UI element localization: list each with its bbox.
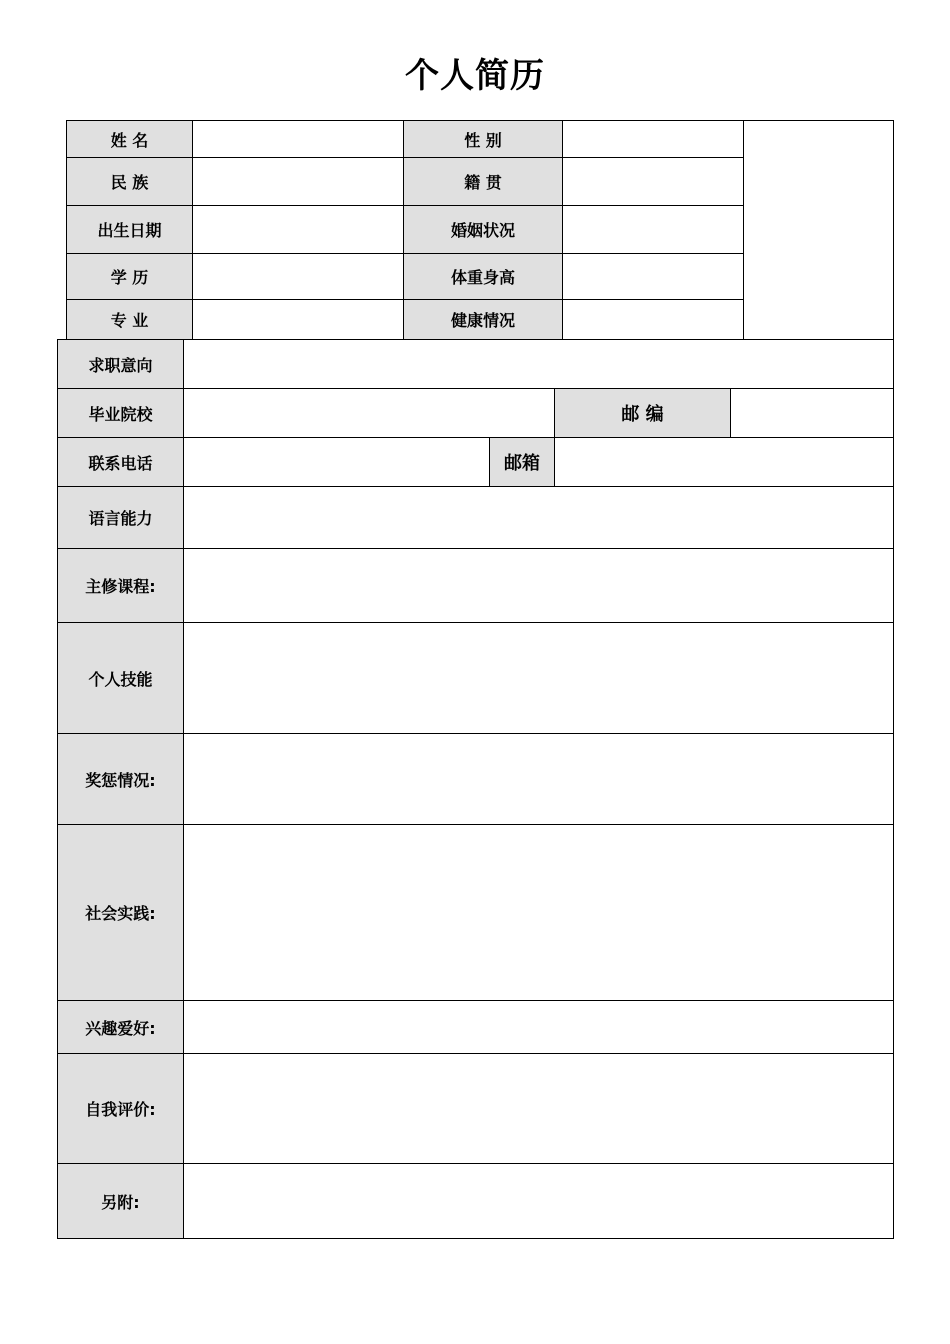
field-job-intention[interactable] — [183, 339, 894, 389]
field-courses[interactable] — [183, 548, 894, 623]
field-birth-date[interactable] — [192, 205, 404, 254]
label-hobbies: 兴趣爱好: — [57, 1000, 184, 1054]
field-major[interactable] — [192, 299, 404, 340]
label-ethnicity: 民 族 — [66, 157, 193, 206]
field-language[interactable] — [183, 486, 894, 549]
field-postal-code[interactable] — [730, 388, 894, 438]
label-phone: 联系电话 — [57, 437, 184, 487]
page-title: 个人简历 — [405, 56, 545, 96]
label-postal-code: 邮 编 — [554, 388, 731, 438]
label-courses: 主修课程: — [57, 548, 184, 623]
field-appendix[interactable] — [183, 1163, 894, 1239]
field-name[interactable] — [192, 120, 404, 158]
label-height-weight: 体重身高 — [403, 253, 563, 300]
field-skills[interactable] — [183, 622, 894, 734]
label-skills: 个人技能 — [57, 622, 184, 734]
field-awards[interactable] — [183, 733, 894, 825]
field-email[interactable] — [554, 437, 894, 487]
label-native-place: 籍 贯 — [403, 157, 563, 206]
field-ethnicity[interactable] — [192, 157, 404, 206]
label-awards: 奖惩情况: — [57, 733, 184, 825]
label-marital-status: 婚姻状况 — [403, 205, 563, 254]
photo-box[interactable] — [743, 120, 894, 340]
field-education[interactable] — [192, 253, 404, 300]
label-gender: 性 别 — [403, 120, 563, 158]
label-birth-date: 出生日期 — [66, 205, 193, 254]
field-practice[interactable] — [183, 824, 894, 1001]
label-email: 邮箱 — [489, 437, 555, 487]
label-school: 毕业院校 — [57, 388, 184, 438]
label-major: 专 业 — [66, 299, 193, 340]
field-marital-status[interactable] — [562, 205, 744, 254]
field-health[interactable] — [562, 299, 744, 340]
label-language: 语言能力 — [57, 486, 184, 549]
field-height-weight[interactable] — [562, 253, 744, 300]
label-appendix: 另附: — [57, 1163, 184, 1239]
label-self-evaluation: 自我评价: — [57, 1053, 184, 1164]
field-native-place[interactable] — [562, 157, 744, 206]
field-self-evaluation[interactable] — [183, 1053, 894, 1164]
field-gender[interactable] — [562, 120, 744, 158]
label-name: 姓 名 — [66, 120, 193, 158]
label-education: 学 历 — [66, 253, 193, 300]
field-hobbies[interactable] — [183, 1000, 894, 1054]
label-job-intention: 求职意向 — [57, 339, 184, 389]
label-health: 健康情况 — [403, 299, 563, 340]
label-practice: 社会实践: — [57, 824, 184, 1001]
field-school[interactable] — [183, 388, 555, 438]
field-phone[interactable] — [183, 437, 490, 487]
